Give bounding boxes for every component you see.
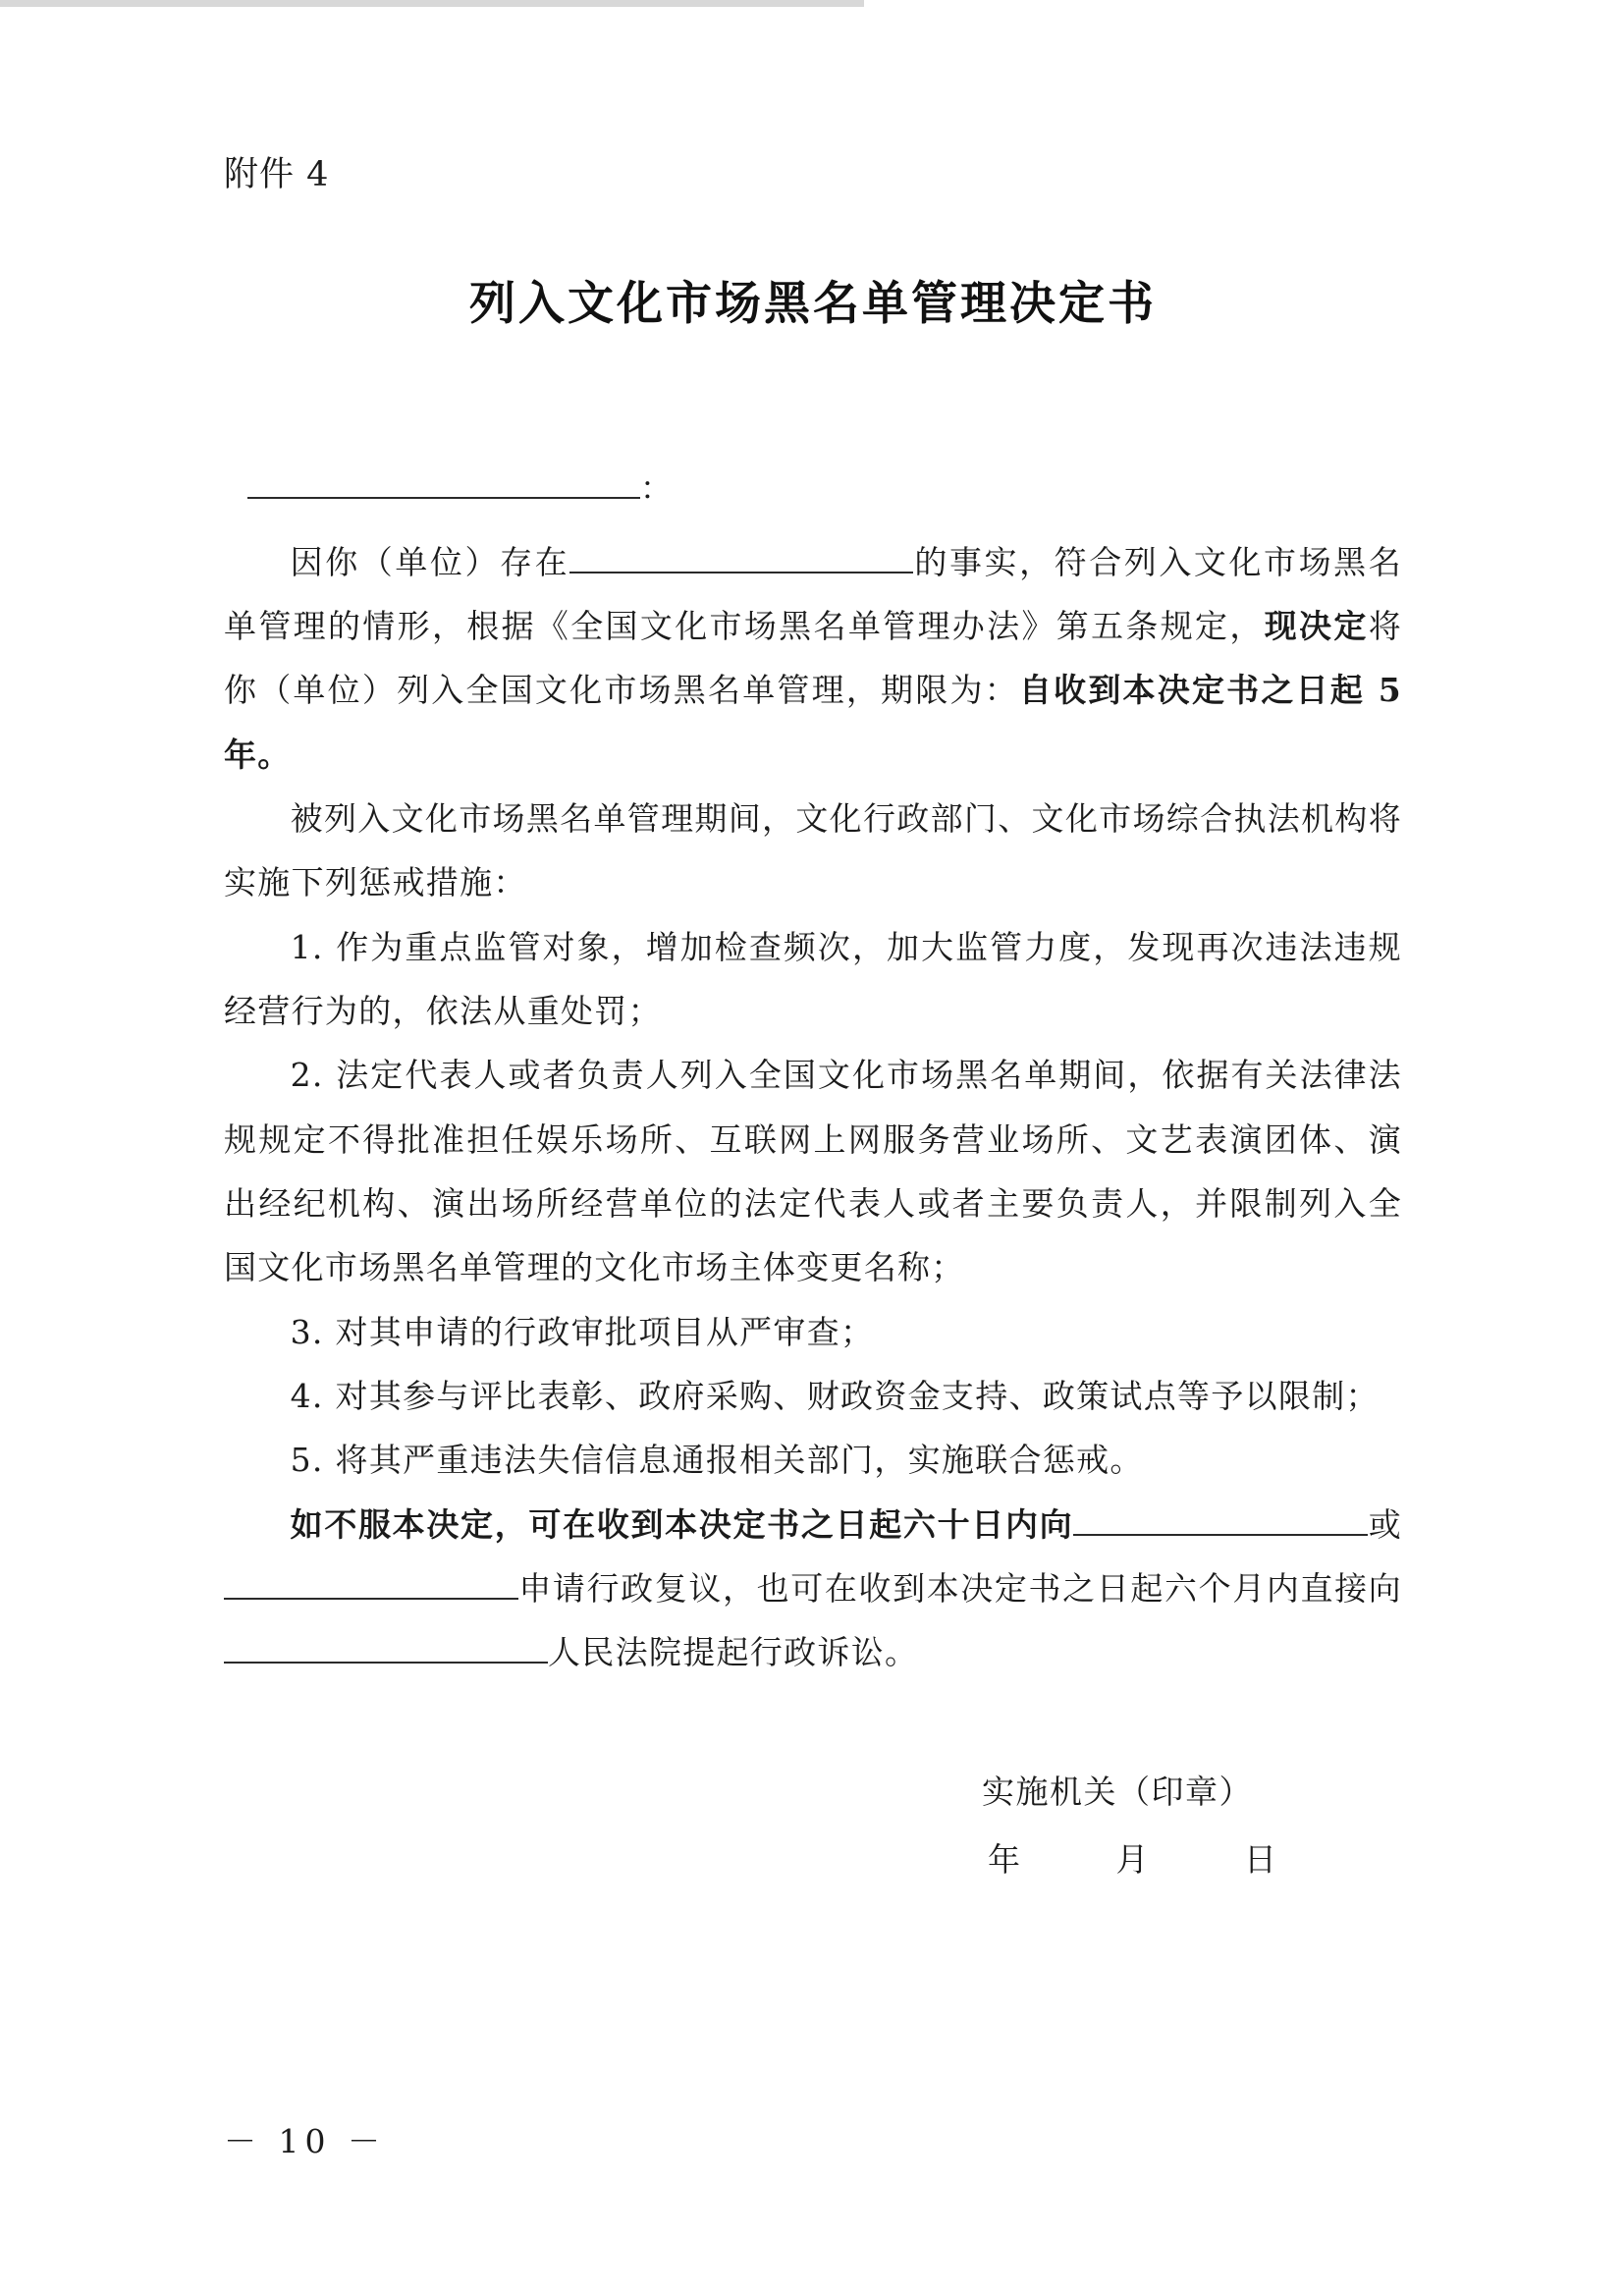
measure-item-2: 2. 法定代表人或者负责人列入全国文化市场黑名单期间，依据有关法律法规规定不得批准担任娱乐场所、互联网上网服务营业场所、文艺表演团体、演出经纪机构、演出场所经营单位的法定代表人或者主要负责人，并限制列入全国文化市场黑名单管理的文化市场主体变更名称； [224, 1056, 1402, 1287]
review-organ-blank-1 [1073, 1497, 1368, 1536]
para1-text-c: 现决定 [1264, 607, 1369, 646]
review-organ-blank-2 [224, 1560, 518, 1600]
recipient-blank [247, 461, 640, 499]
para1-text-a: 因你（单位）存在 [290, 542, 570, 581]
para1-text-e: 自收到本决定书之日起 5 年。 [224, 671, 1402, 774]
signature-date-line [982, 1826, 1278, 1893]
recipient-colon: ： [640, 468, 674, 507]
date-day-label: 日 [1244, 1840, 1278, 1880]
paragraph-remedy [224, 1493, 1402, 1685]
page-title: 列入文化市场黑名单管理决定书 [469, 277, 1157, 331]
recipient-line [247, 461, 1402, 509]
measure-item-3: 3. 对其申请的行政审批项目从严审查； [290, 1312, 875, 1351]
measure-item-4: 4. 对其参与评比表彰、政府采购、财政资金支持、政策试点等予以限制； [290, 1377, 1380, 1416]
para1-text-b: 的事实，符合列入文化市场黑名单管理的情形，根据《全国文化市场黑名单管理办法》第五条规定， [224, 542, 1402, 646]
date-year-label: 年 [988, 1840, 1022, 1880]
remedy-text-b: 或 [1368, 1504, 1402, 1544]
issuing-agency-label: 实施机关（印章） [982, 1773, 1253, 1811]
court-blank [224, 1624, 548, 1664]
document-content [224, 147, 1402, 1685]
measure-item-5: 5. 将其严重违法失信信息通报相关部门，实施联合惩戒。 [290, 1441, 1144, 1480]
measure-item-1: 1. 作为重点监管对象，增加检查频次，加大监管力度，发现再次违法违规经营行为的，依法从重处罚； [224, 927, 1402, 1031]
fact-blank [569, 534, 913, 573]
para1-text-d: 将你（单位）列入全国文化市场黑名单管理，期限为： [224, 607, 1403, 710]
document-body [224, 530, 1402, 1685]
remedy-text-d: 人民法院提起行政诉讼。 [548, 1633, 919, 1672]
date-month-label: 月 [1115, 1840, 1150, 1880]
attachment-label: 附件 4 [224, 155, 330, 194]
signature-block [982, 1758, 1278, 1894]
paragraph-decision [224, 530, 1402, 787]
remedy-text-a: 如不服本决定，可在收到本决定书之日起六十日内向 [290, 1504, 1074, 1544]
paragraph-measures-intro: 被列入文化市场黑名单管理期间，文化行政部门、文化市场综合执法机构将实施下列惩戒措施： [224, 799, 1402, 902]
remedy-text-c: 申请行政复议，也可在收到本决定书之日起六个月内直接向 [518, 1569, 1402, 1609]
page-number: － 10 － [224, 2122, 386, 2160]
